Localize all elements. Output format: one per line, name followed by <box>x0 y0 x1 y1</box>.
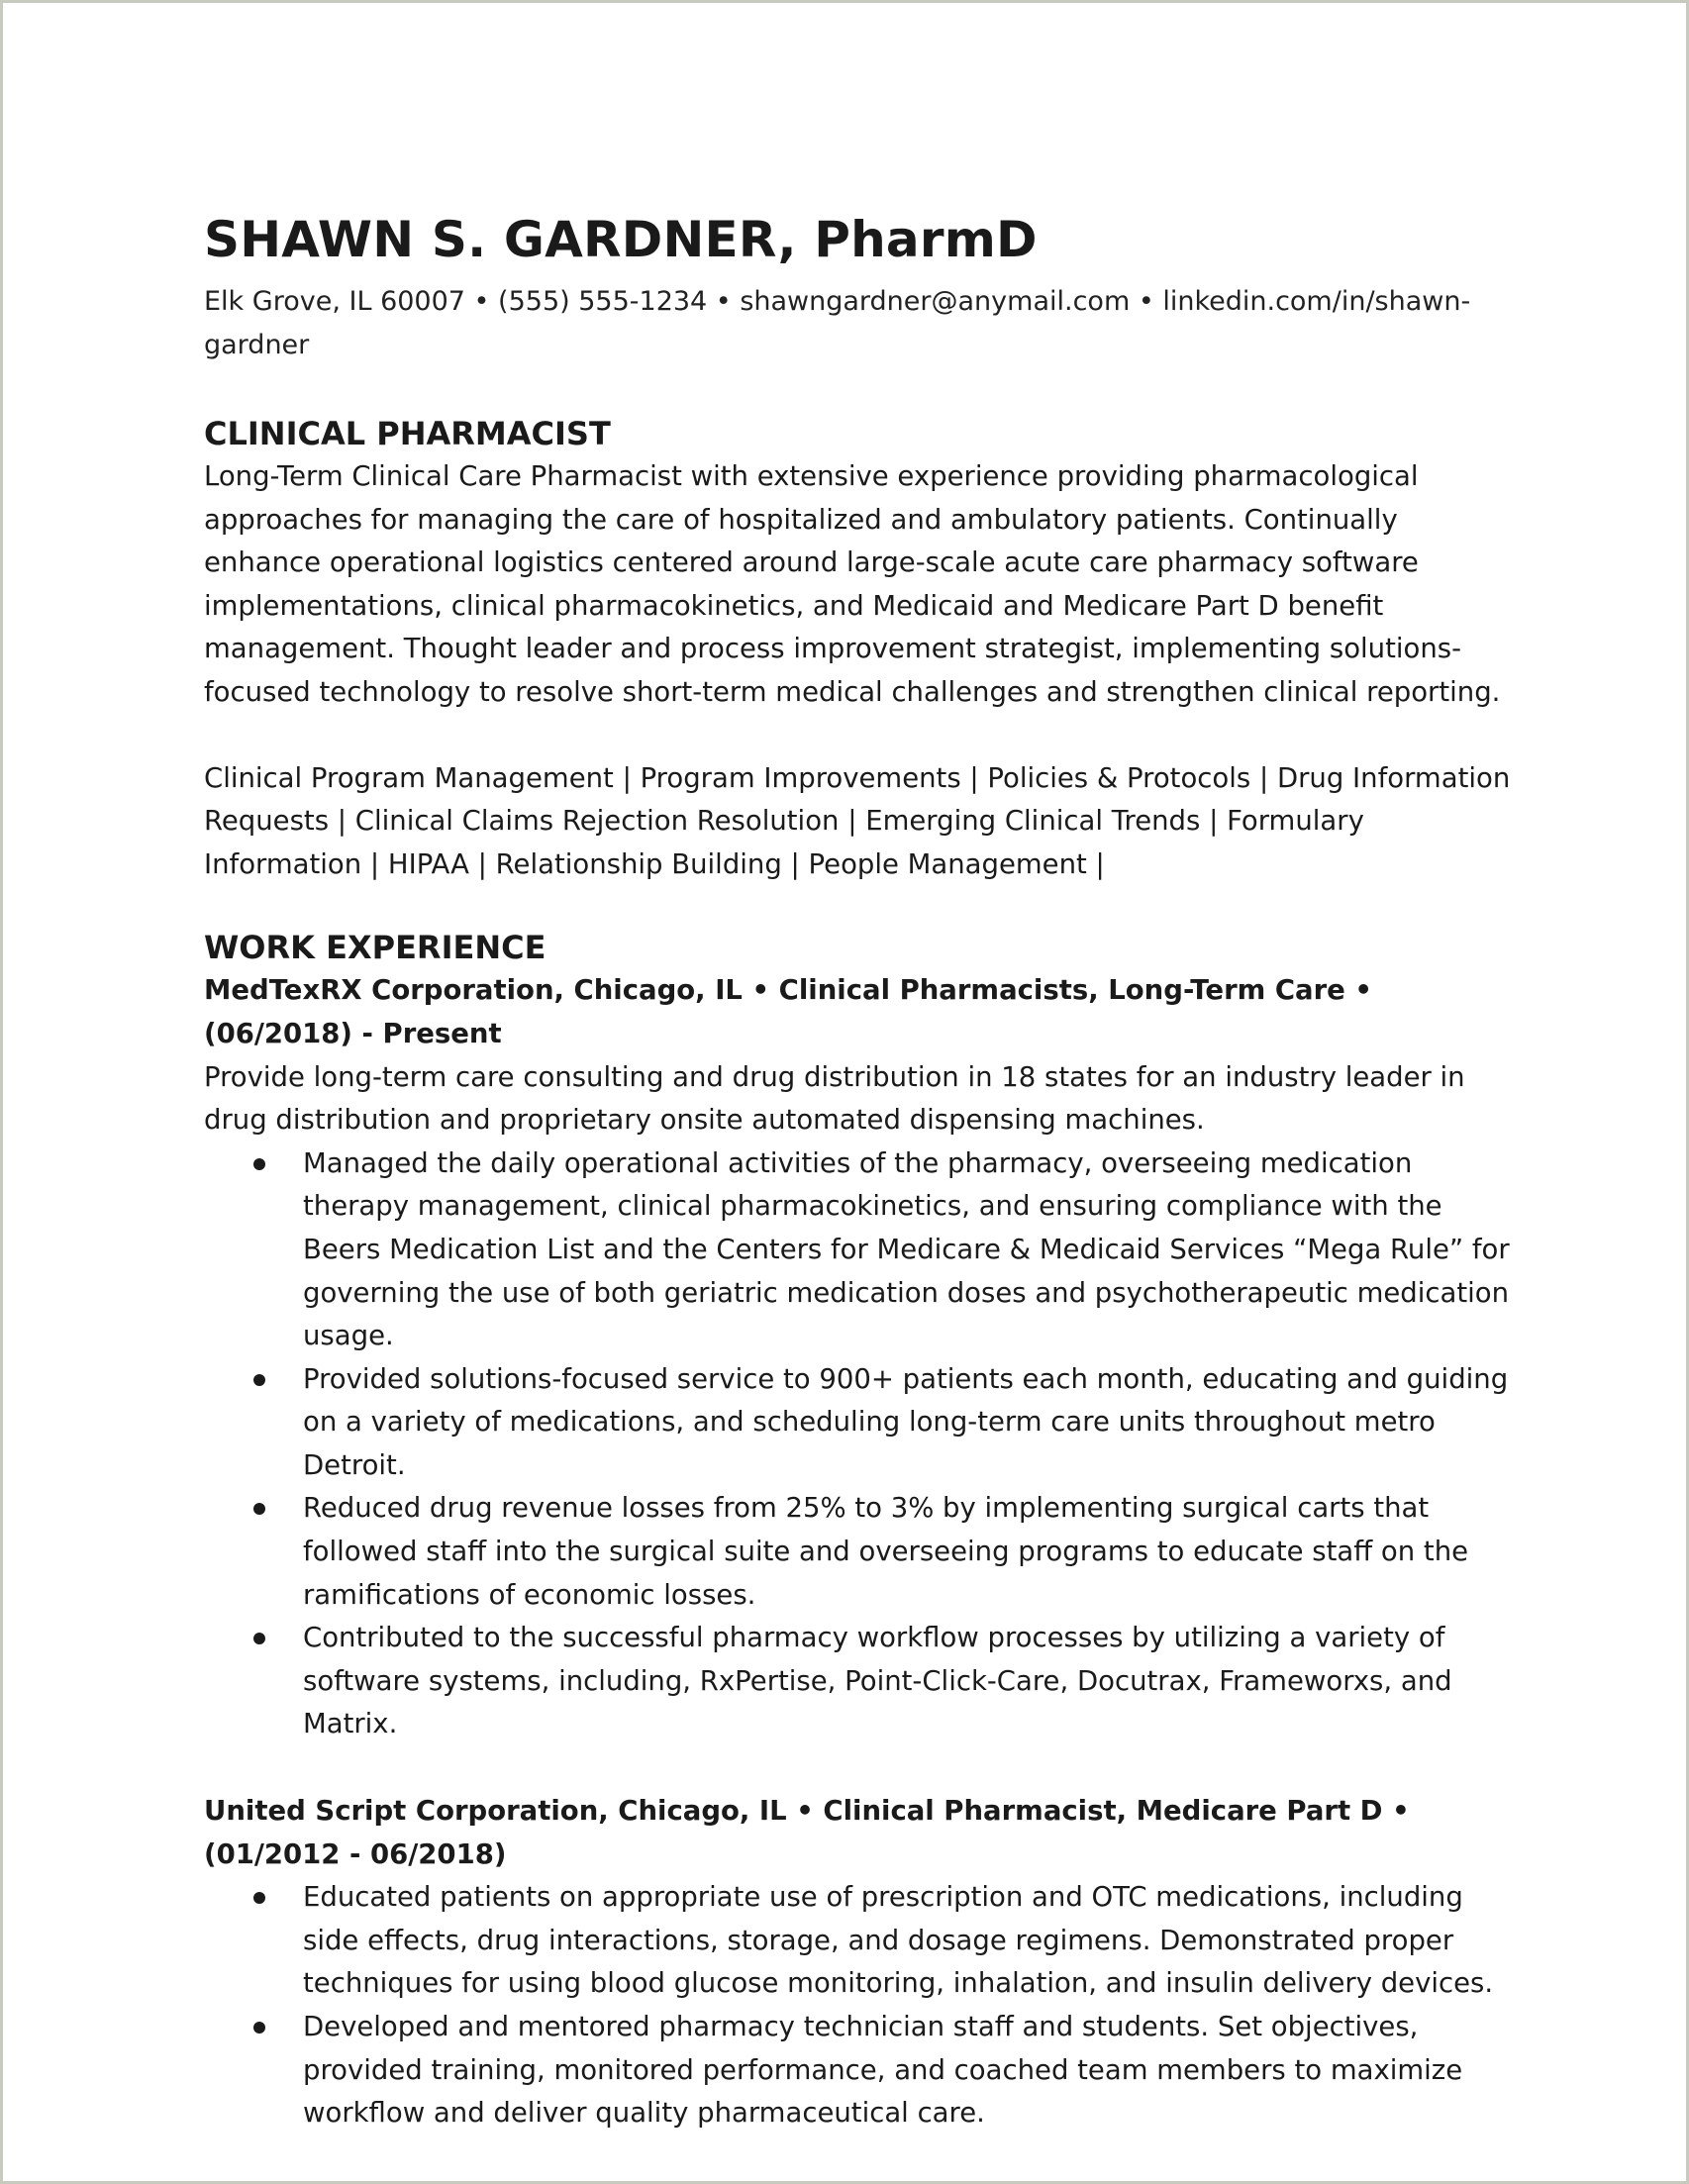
work-experience-heading: WORK EXPERIENCE <box>204 929 546 967</box>
bullet-dot-icon <box>253 1503 265 1515</box>
bullet-text: Reduced drug revenue losses from 25% to 3% by implementing surgical carts that followed staff into the surgical suite and overseeing programs to educate staff on the ramifications of economic losses. <box>303 1492 1469 1611</box>
bullet-dot-icon <box>253 2022 265 2034</box>
job-bullet <box>204 1617 1511 1746</box>
job-description: Provide long-term care consulting and drug distribution in 18 states for an industry leader in drug distribution and proprietary onsite automated dispensing machines. <box>204 1060 1465 1137</box>
contact-line: Elk Grove, IL 60007 • (555) 555-1234 • shawngardner@anymail.com • linkedin.com/in/shawn-gardner <box>204 286 1471 360</box>
job-header: United Script Corporation, Chicago, IL • Clinical Pharmacist, Medicare Part D • (01/2012 - 06/2018) <box>204 1795 1410 1870</box>
summary-heading: CLINICAL PHARMACIST <box>204 415 611 452</box>
job-entry-medtexrx <box>204 969 1511 1746</box>
job-bullet <box>204 1358 1511 1488</box>
job-header: MedTexRX Corporation, Chicago, IL • Clinical Pharmacists, Long-Term Care • (06/2018) - Present <box>204 974 1372 1049</box>
bullet-text: Contributed to the successful pharmacy workflow processes by utilizing a variety of software systems, including, RxPertise, Point-Click-Care, Docutrax, Frameworxs, and Matrix. <box>303 1622 1452 1740</box>
bullet-text: Managed the daily operational activities of the pharmacy, overseeing medication therapy management, clinical pharmacokinetics, and ensuring compliance with the Beers Medication List and the Centers for Medicare & Medicaid Services “Mega Rule” for governing the use of both geriatric medication doses and psychotherapeutic medication usage. <box>303 1146 1510 1352</box>
job-bullet-list <box>204 1876 1511 2135</box>
job-bullet <box>204 1487 1511 1617</box>
bullet-dot-icon <box>253 1892 265 1904</box>
resume-content <box>204 201 1511 2135</box>
candidate-name: SHAWN S. GARDNER, PharmD <box>204 211 1038 268</box>
job-entry-united-script <box>204 1790 1511 2135</box>
bullet-dot-icon <box>253 1374 265 1386</box>
job-bullet <box>204 1876 1511 2006</box>
bullet-text: Provided solutions-focused service to 900+ patients each month, educating and guiding on a variety of medications, and scheduling long-term care units throughout metro Detroit. <box>303 1362 1509 1481</box>
summary-paragraph: Long-Term Clinical Care Pharmacist with extensive experience providing pharmacological approaches for managing the care of hospitalized and ambulatory patients. Continually enhance operational logistics centered around large-scale acute care pharmacy software implementations, clinical pharmacokinetics, and Medicaid and Medicare Part D benefit management. Thought leader and process improvement strategist, implementing solutions-focused technology to resolve short-term medical challenges and strengthen clinical reporting. <box>204 460 1501 708</box>
bullet-dot-icon <box>253 1633 265 1644</box>
bullet-text: Educated patients on appropriate use of prescription and OTC medications, including side effects, drug interactions, storage, and dosage regimens. Demonstrated proper techniques for using blood glucose monitoring, inhalation, and insulin delivery devices. <box>303 1881 1494 2000</box>
job-bullet <box>204 1142 1511 1358</box>
job-bullet <box>204 2006 1511 2135</box>
job-bullet-list <box>204 1142 1511 1746</box>
skills-list: Clinical Program Management | Program Improvements | Policies & Protocols | Drug Information Requests | Clinical Claims Rejection Resolution | Emerging Clinical Trends | Formulary Information | HIPAA | Relationship Building | People Management | <box>204 761 1511 880</box>
bullet-dot-icon <box>253 1158 265 1170</box>
bullet-text: Developed and mentored pharmacy technician staff and students. Set objectives, provided training, monitored performance, and coached team members to maximize workflow and deliver quality pharmaceutical care. <box>303 2011 1463 2130</box>
